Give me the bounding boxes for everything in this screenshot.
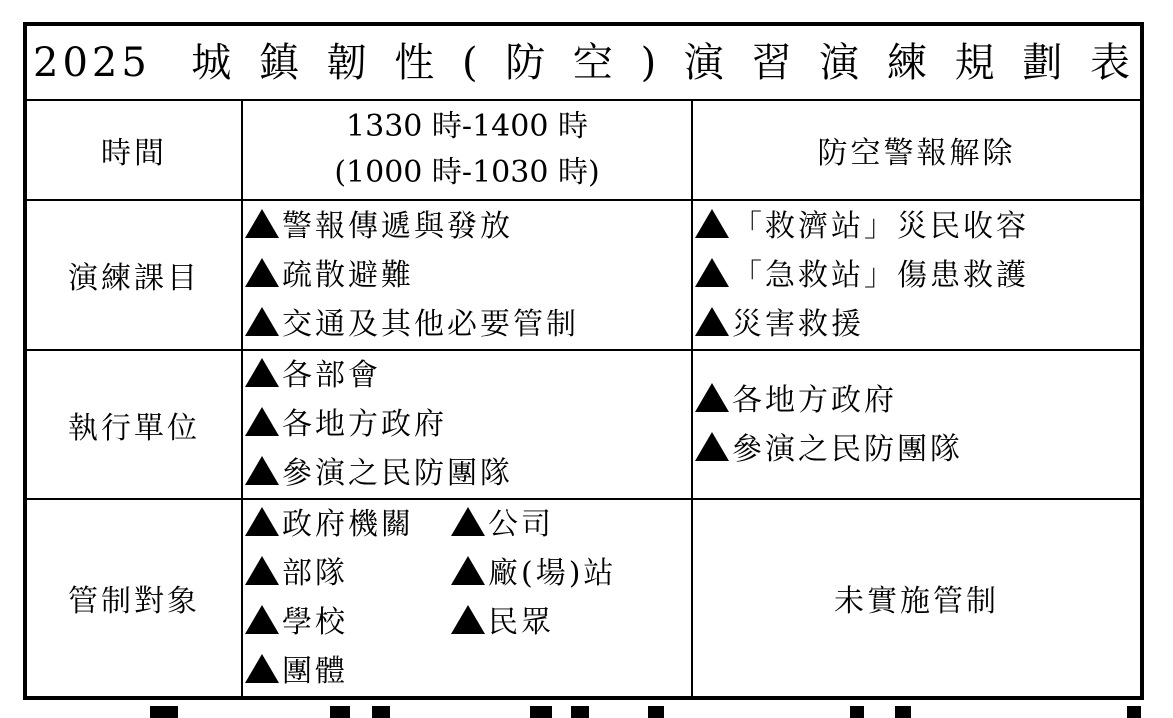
list-item: 警報傳遞與發放: [245, 202, 691, 251]
triangle-bullet-icon: [245, 507, 279, 536]
table-row: [25, 499, 1142, 698]
time-range-cell: [242, 100, 692, 200]
triangle-bullet-icon: [245, 456, 279, 485]
triangle-bullet-icon: [695, 209, 729, 238]
list-item: 災害救援: [695, 300, 1140, 349]
triangle-bullet-icon: [451, 507, 485, 536]
row-label-time: 時間: [25, 100, 242, 200]
triangle-bullet-icon: [695, 258, 729, 287]
list-item: 「救濟站」災民收容: [695, 202, 1140, 251]
table-row: [25, 350, 1142, 499]
list-item: 部隊: [245, 549, 451, 598]
cropped-text-line: [0, 706, 1173, 718]
time-range-secondary: (1000 時-1030 時): [334, 155, 600, 190]
targets-column-2: [451, 500, 691, 696]
row-label-targets: 管制對象: [25, 499, 242, 698]
triangle-bullet-icon: [695, 432, 729, 461]
list-item: 交通及其他必要管制: [245, 300, 691, 349]
drill-plan-table: [23, 22, 1144, 700]
triangle-bullet-icon: [245, 407, 279, 436]
list-item: 公司: [451, 500, 691, 549]
triangle-bullet-icon: [245, 605, 279, 634]
units-right-list: [692, 350, 1142, 499]
air-raid-all-clear: 防空警報解除: [692, 100, 1142, 200]
units-left-list: [242, 350, 692, 499]
triangle-bullet-icon: [451, 605, 485, 634]
triangle-bullet-icon: [245, 358, 279, 387]
triangle-bullet-icon: [245, 654, 279, 683]
list-item: 各地方政府: [695, 376, 1140, 425]
subjects-right-list: [692, 200, 1142, 350]
targets-left-list: [242, 499, 692, 698]
list-item: 學校: [245, 598, 451, 647]
table-row: [25, 200, 1142, 350]
list-item: 「急救站」傷患救護: [695, 251, 1140, 300]
list-item: 參演之民防團隊: [245, 449, 691, 498]
subjects-left-list: [242, 200, 692, 350]
triangle-bullet-icon: [245, 258, 279, 287]
list-item: 民眾: [451, 598, 691, 647]
triangle-bullet-icon: [245, 556, 279, 585]
table-row: [25, 100, 1142, 200]
list-item: 政府機關: [245, 500, 451, 549]
list-item: 各部會: [245, 351, 691, 400]
list-item: 疏散避難: [245, 251, 691, 300]
triangle-bullet-icon: [695, 383, 729, 412]
triangle-bullet-icon: [245, 307, 279, 336]
list-item: 參演之民防團隊: [695, 425, 1140, 474]
triangle-bullet-icon: [245, 209, 279, 238]
row-label-units: 執行單位: [25, 350, 242, 499]
list-item: 廠(場)站: [451, 549, 691, 598]
triangle-bullet-icon: [451, 556, 485, 585]
row-label-subjects: 演練課目: [25, 200, 242, 350]
triangle-bullet-icon: [695, 307, 729, 336]
list-item: 各地方政府: [245, 400, 691, 449]
list-item: 團體: [245, 647, 451, 696]
time-range-primary: 1330 時-1400 時: [346, 109, 588, 144]
targets-column-1: [245, 500, 451, 696]
table-title: 2025 城鎮韌性(防空)演習演練規劃表: [25, 24, 1142, 100]
no-control-cell: 未實施管制: [692, 499, 1142, 698]
